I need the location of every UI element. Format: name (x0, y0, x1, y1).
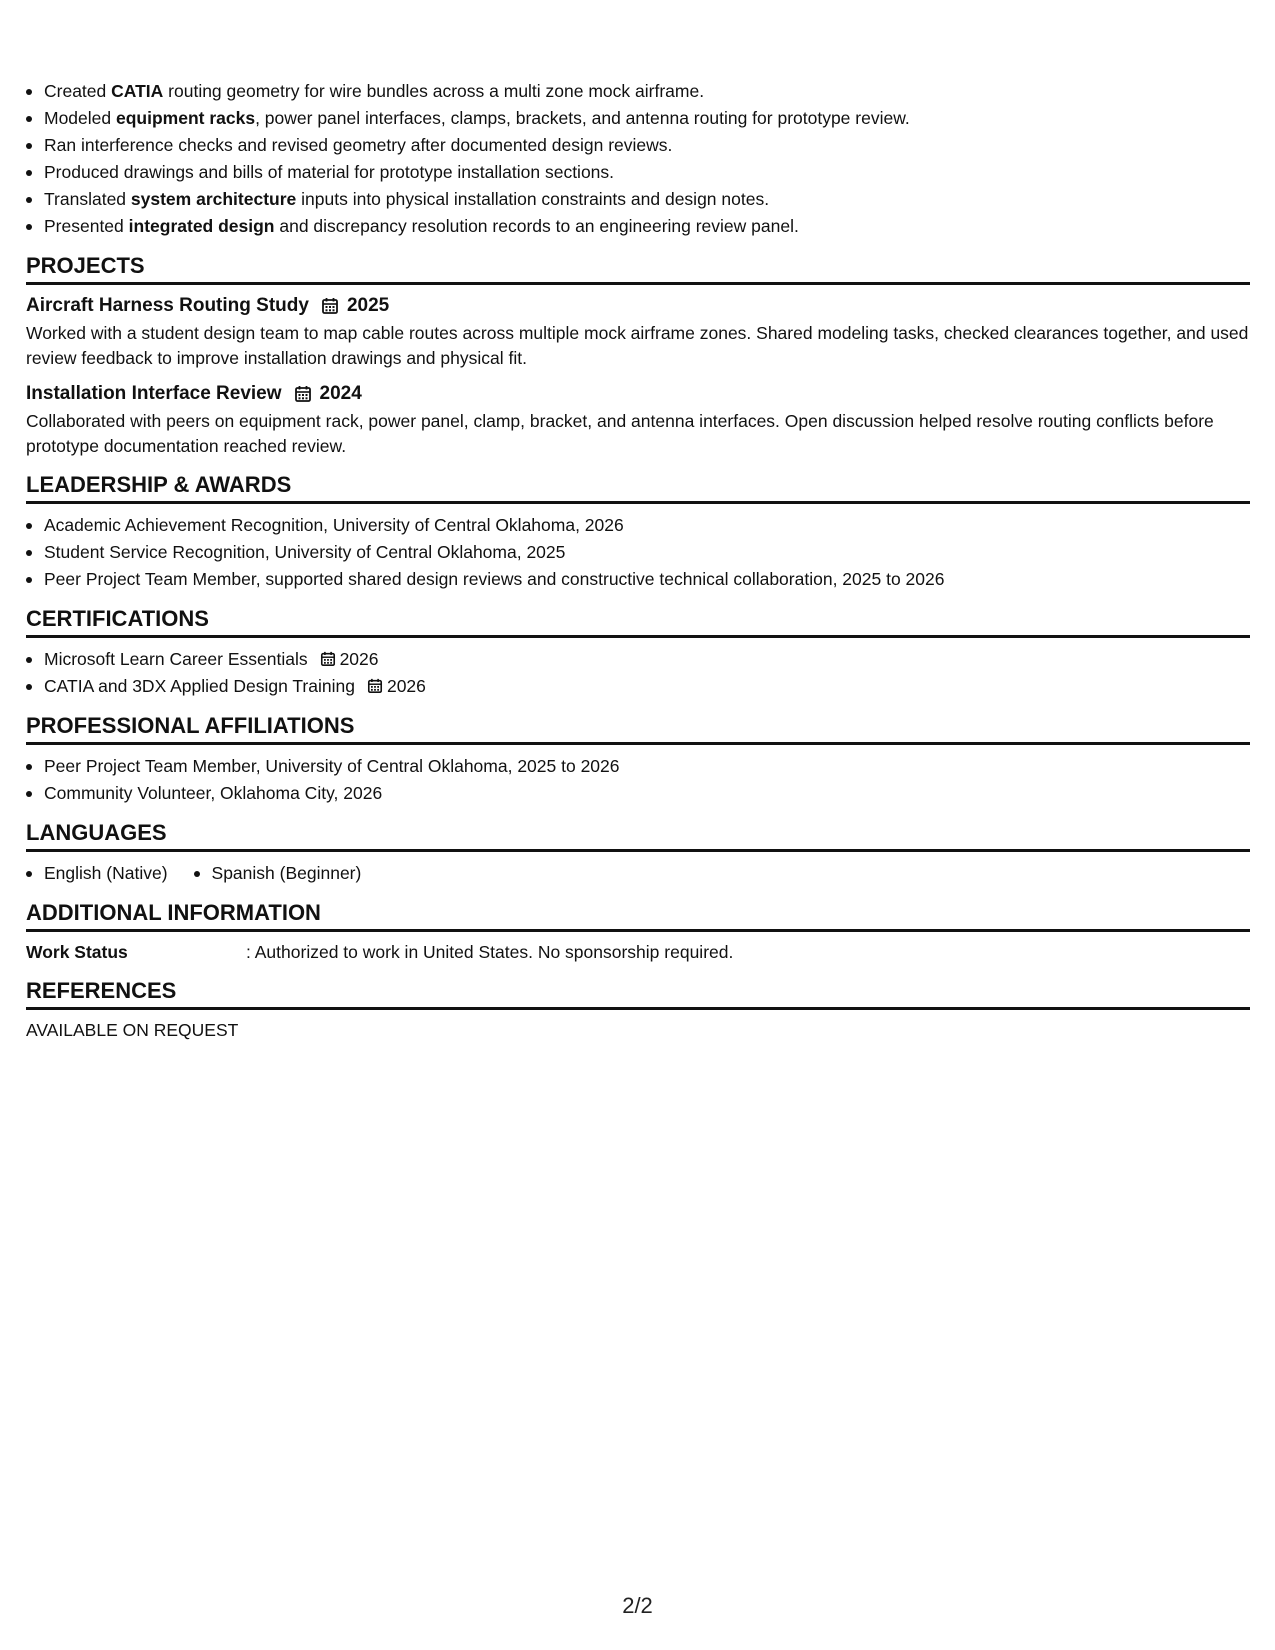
section-heading: PROJECTS (26, 252, 1250, 285)
references-section (26, 977, 1250, 1043)
certifications-list (26, 646, 1250, 700)
projects-section (26, 252, 1250, 459)
project-year: 2025 (346, 295, 390, 316)
project-title-row (26, 381, 1250, 407)
references-text: AVAILABLE ON REQUEST (26, 1020, 239, 1040)
project-year: 2024 (319, 383, 362, 404)
list-item: Student Service Recognition, University of Central Oklahoma, 2025 (26, 539, 1250, 566)
work-status-label: Work Status (26, 942, 128, 962)
certification-year: 2026 (386, 676, 426, 696)
affiliations-list (26, 753, 1250, 807)
project-title: Aircraft Harness Routing Study (26, 295, 309, 316)
page-number: 2/2 (622, 1593, 653, 1618)
leadership-list (26, 512, 1250, 593)
list-item (26, 646, 1250, 673)
calendar-icon (320, 651, 336, 667)
calendar-icon (294, 385, 312, 403)
list-item: Academic Achievement Recognition, University of Central Oklahoma, 2026 (26, 512, 1250, 539)
languages-section (26, 819, 1250, 887)
list-item: Presented integrated design and discrepancy resolution records to an engineering review panel. (26, 213, 1250, 240)
languages-list (26, 860, 1250, 887)
list-item: English (Native) (26, 860, 168, 887)
work-status-row (26, 940, 1250, 965)
certification-year: 2026 (339, 649, 379, 669)
section-heading: PROFESSIONAL AFFILIATIONS (26, 712, 1250, 745)
experience-bullet-list (26, 78, 1250, 240)
calendar-icon (321, 297, 339, 315)
section-heading: REFERENCES (26, 977, 1250, 1010)
section-heading: ADDITIONAL INFORMATION (26, 899, 1250, 932)
list-item: Peer Project Team Member, University of Central Oklahoma, 2025 to 2026 (26, 753, 1250, 780)
certifications-section (26, 605, 1250, 700)
affiliations-section (26, 712, 1250, 807)
list-item: Modeled equipment racks, power panel interfaces, clamps, brackets, and antenna routing for prototype review. (26, 105, 1250, 132)
leadership-section (26, 471, 1250, 593)
project-title-row (26, 293, 1250, 319)
list-item: Spanish (Beginner) (194, 860, 362, 887)
section-heading: LEADERSHIP & AWARDS (26, 471, 1250, 504)
certification-name: CATIA and 3DX Applied Design Training (44, 676, 355, 696)
list-item (26, 673, 1250, 700)
project-title: Installation Interface Review (26, 383, 282, 404)
list-item: Translated system architecture inputs into physical installation constraints and design notes. (26, 186, 1250, 213)
work-status-value: : Authorized to work in United States. No sponsorship required. (246, 942, 734, 962)
list-item: Peer Project Team Member, supported shared design reviews and constructive technical collaboration, 2025 to 2026 (26, 566, 1250, 593)
project-description: Collaborated with peers on equipment rack, power panel, clamp, bracket, and antenna interfaces. Open discussion helped resolve routing conflicts before prototype documentation reached review. (26, 411, 1214, 456)
additional-info-section (26, 899, 1250, 965)
list-item: Community Volunteer, Oklahoma City, 2026 (26, 780, 1250, 807)
resume-page (26, 78, 1250, 1043)
list-item: Created CATIA routing geometry for wire bundles across a multi zone mock airframe. (26, 78, 1250, 105)
calendar-icon (367, 678, 383, 694)
certification-name: Microsoft Learn Career Essentials (44, 649, 308, 669)
project-description: Worked with a student design team to map cable routes across multiple mock airframe zones. Shared modeling tasks, checked clearances together, and used review feedback to improve installation drawings and physical fit. (26, 323, 1249, 368)
section-heading: CERTIFICATIONS (26, 605, 1250, 638)
section-heading: LANGUAGES (26, 819, 1250, 852)
list-item: Ran interference checks and revised geometry after documented design reviews. (26, 132, 1250, 159)
list-item: Produced drawings and bills of material for prototype installation sections. (26, 159, 1250, 186)
